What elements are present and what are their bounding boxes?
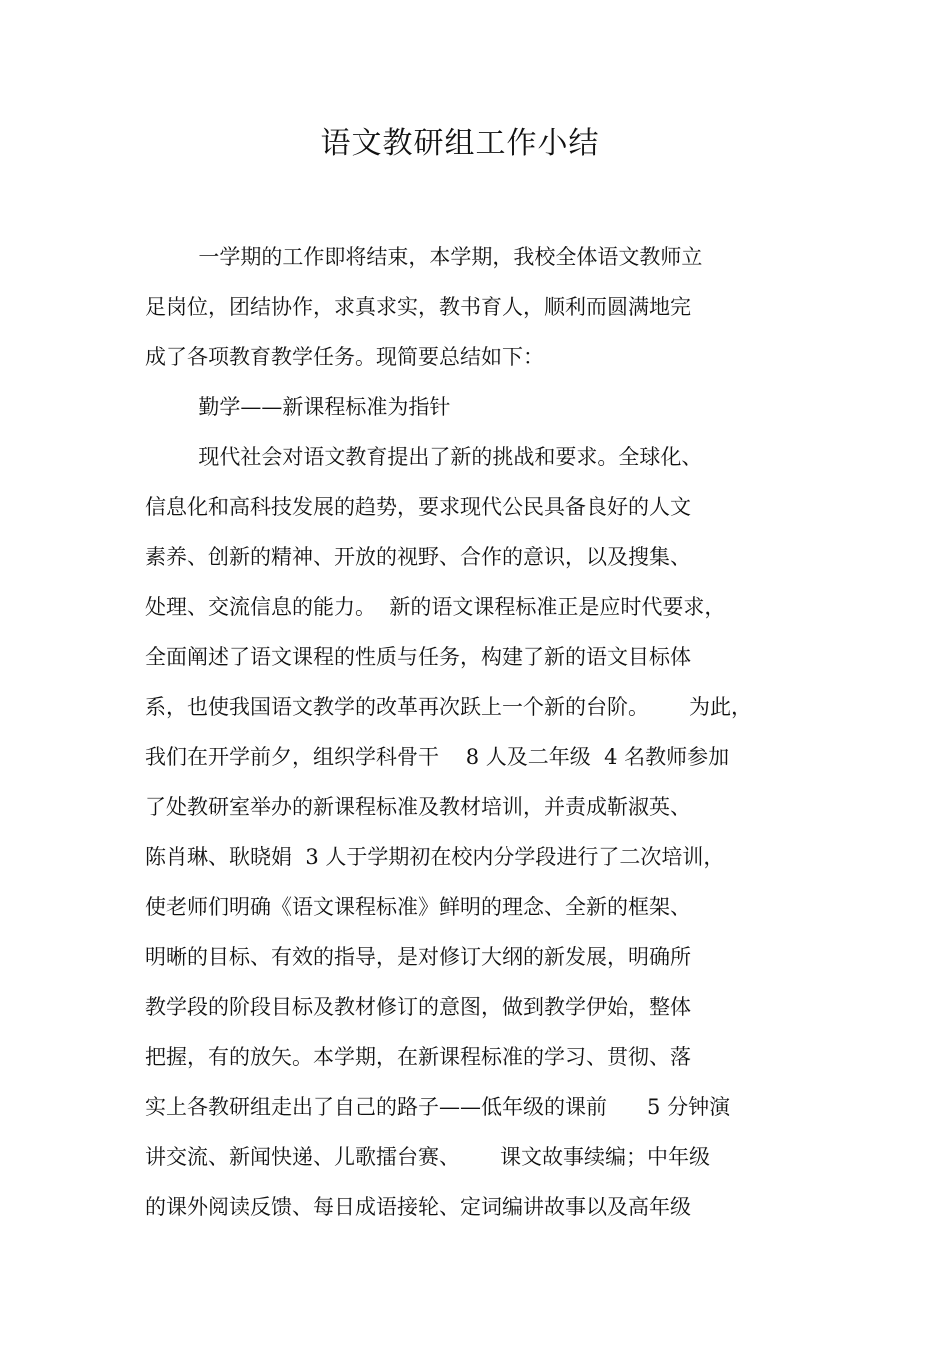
text-line: 明晰的目标、有效的指导，是对修订大纲的新发展，明确所 — [145, 945, 691, 969]
text-line: 信息化和高科技发展的趋势，要求现代公民具备良好的人文 — [145, 495, 691, 519]
text-line: 陈肖琳、耿晓娟 3 人于学期初在校内分学段进行了二次培训， — [145, 845, 725, 869]
section-heading: 勤学——新课程标准为指针 — [145, 395, 451, 419]
text-line: 足岗位，团结协作，求真求实，教书育人，顺利而圆满地完 — [145, 295, 691, 319]
text-line: 全面阐述了语文课程的性质与任务，构建了新的语文目标体 — [145, 645, 691, 669]
text-line: 了处教研室举办的新课程标准及教材培训，并责成靳淑英、 — [145, 795, 691, 819]
text-line: 我们在开学前夕，组织学科骨干 8 人及二年级 4 名教师参加 — [145, 745, 730, 769]
text-line: 讲交流、新闻快递、儿歌擂台赛、 课文故事续编；中年级 — [145, 1145, 711, 1169]
document-title: 语文教研组工作小结 — [320, 126, 600, 161]
text-line: 素养、创新的精神、开放的视野、合作的意识，以及搜集、 — [145, 545, 691, 569]
text-line: 教学段的阶段目标及教材修订的意图，做到教学伊始，整体 — [145, 995, 691, 1019]
text-line: 处理、交流信息的能力。 新的语文课程标准正是应时代要求， — [145, 595, 726, 619]
text-line: 实上各教研组走出了自己的路子——低年级的课前 5 分钟演 — [145, 1095, 731, 1119]
text-line: 的课外阅读反馈、每日成语接轮、定词编讲故事以及高年级 — [145, 1195, 691, 1219]
text-line: 现代社会对语文教育提出了新的挑战和要求。全球化、 — [145, 445, 703, 469]
text-line: 把握，有的放矢。本学期，在新课程标准的学习、贯彻、落 — [145, 1045, 691, 1069]
text-line: 系，也使我国语文教学的改革再次跃上一个新的台阶。 为此， — [145, 695, 753, 719]
text-line: 一学期的工作即将结束，本学期，我校全体语文教师立 — [145, 245, 703, 269]
text-line: 使老师们明确《语文课程标准》鲜明的理念、全新的框架、 — [145, 895, 691, 919]
text-line: 成了各项教育教学任务。现简要总结如下： — [145, 345, 544, 369]
